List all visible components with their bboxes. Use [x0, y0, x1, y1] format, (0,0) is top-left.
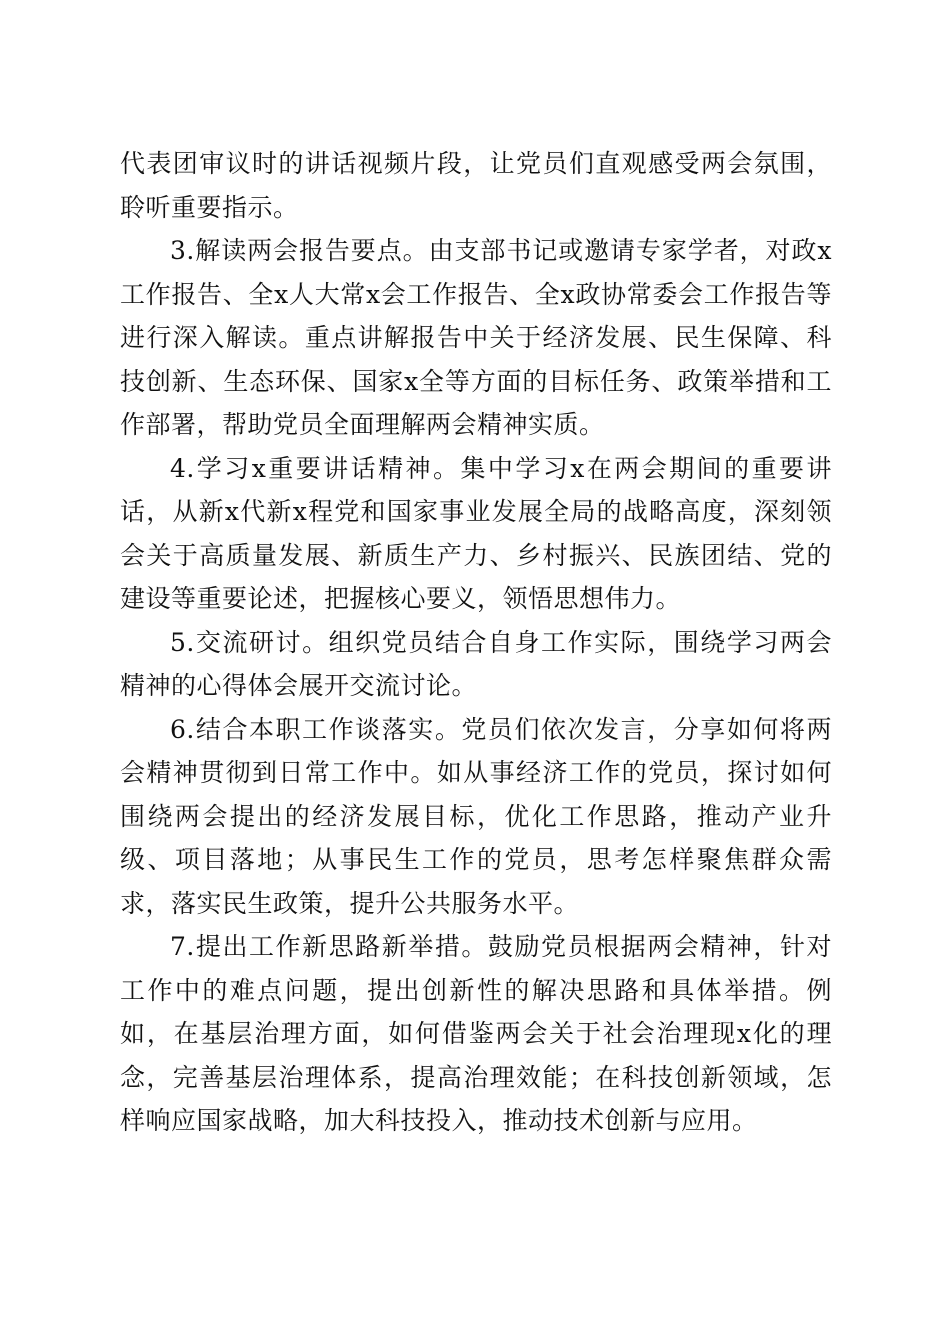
paragraph-item-3: 3.解读两会报告要点。由支部书记或邀请专家学者，对政x工作报告、全x人大常x会工作报告、全x政协常委会工作报告等进行深入解读。重点讲解报告中关于经济发展、民生保障、科技创新、生态环保、国家x全等方面的目标任务、政策举措和工作部署，帮助党员全面理解两会精神实质。	[120, 236, 832, 439]
paragraph-item-5: 5.交流研讨。组织党员结合自身工作实际，围绕学习两会精神的心得体会展开交流讨论。	[120, 627, 832, 700]
paragraph-continuation: 代表团审议时的讲话视频片段，让党员们直观感受两会氛围，聆听重要指示。	[120, 149, 832, 222]
paragraph-item-6: 6.结合本职工作谈落实。党员们依次发言，分享如何将两会精神贯彻到日常工作中。如从事经济工作的党员，探讨如何围绕两会提出的经济发展目标，优化工作思路，推动产业升级、项目落地；从事民生工作的党员，思考怎样聚焦群众需求，落实民生政策，提升公共服务水平。	[120, 714, 832, 918]
paragraph-item-4: 4.学习x重要讲话精神。集中学习x在两会期间的重要讲话，从新x代新x程党和国家事业发展全局的战略高度，深刻领会关于高质量发展、新质生产力、乡村振兴、民族团结、党的建设等重要论述，把握核心要义，领悟思想伟力。	[120, 453, 832, 613]
document-body	[120, 142, 832, 1143]
paragraph-item-7: 7.提出工作新思路新举措。鼓励党员根据两会精神，针对工作中的难点问题，提出创新性的解决思路和具体举措。例如，在基层治理方面，如何借鉴两会关于社会治理现x化的理念，完善基层治理体系，提高治理效能；在科技创新领域，怎样响应国家战略，加大科技投入，推动技术创新与应用。	[120, 932, 832, 1135]
